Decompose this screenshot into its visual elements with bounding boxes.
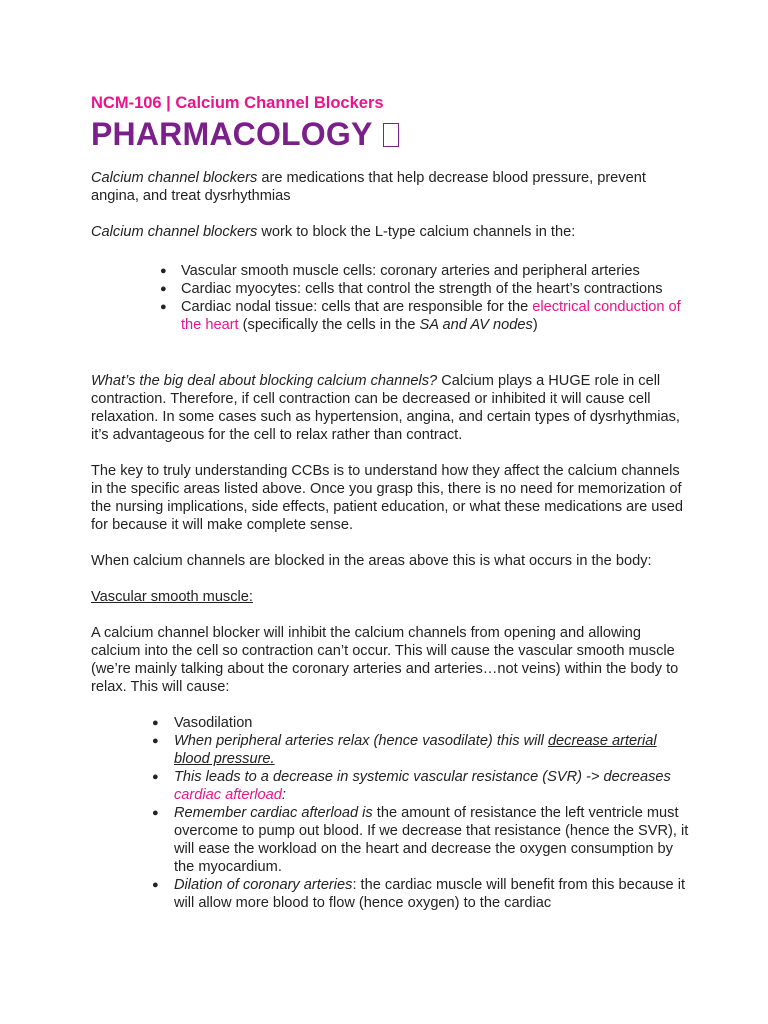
intro-term: Calcium channel blockers <box>91 224 258 240</box>
list-item-text: Vasodilation <box>174 715 253 731</box>
list-item-underlined: decrease arterial blood pressure. <box>174 733 657 767</box>
bullet-icon: ● <box>152 771 159 783</box>
intro-text: are medications that help decrease blood pressure, prevent angina, and treat dysrhythmias <box>91 170 646 204</box>
bullet-icon: ● <box>152 735 159 747</box>
list-item-em: When peripheral arteries relax (hence vasodilate) this will <box>174 733 548 749</box>
list-item <box>152 732 692 768</box>
list-item-em: Remember cardiac afterload is <box>174 805 373 821</box>
intro-paragraph-2 <box>91 223 692 241</box>
bullet-icon: ● <box>160 301 167 313</box>
list-item <box>160 298 692 334</box>
list-item <box>152 768 692 804</box>
effects-list <box>152 714 692 912</box>
list-item-em: : <box>281 787 286 803</box>
ccb-paragraph: A calcium channel blocker will inhibit the calcium channels from opening and allowing calcium into the cell so contraction can’t occur. This will cause the vascular smooth muscle (we’re mainly talking about the coronary arteries and arteries…not veins) within the body to relax. This will cause: <box>91 625 679 695</box>
blocked-paragraph: When calcium channels are blocked in the areas above this is what occurs in the body: <box>91 553 652 569</box>
answer-text: Calcium plays a HUGE role in cell contraction. Therefore, if cell contraction can be decreased or inhibited it will cause cell relaxation. In some cases such as hypertension, angina, and certain types of dysrhythmias, it’s advantageous for the cell to relax rather than contract. <box>91 373 680 443</box>
list-item-text: ) <box>532 317 538 333</box>
list-item <box>152 804 692 876</box>
missing-glyph-icon <box>383 123 399 147</box>
list-item-text: Vascular smooth muscle cells: coronary arteries and peripheral arteries <box>181 263 640 279</box>
bullet-icon: ● <box>152 717 159 729</box>
electrical-conduction-link[interactable]: electrical conduction of the heart <box>181 299 681 333</box>
bullet-icon: ● <box>152 879 159 891</box>
calcium-question-paragraph <box>91 372 692 444</box>
intro-term: Calcium channel blockers <box>91 170 258 186</box>
question-text: What’s the big deal about blocking calcium channels? <box>91 373 438 389</box>
key-paragraph: The key to truly understanding CCBs is to understand how they affect the calcium channels in the specific areas listed above. Once you grasp this, there is no need for memorization of the nursing implications, side effects, patient education, or what these medications are used for because it will make complete sense. <box>91 463 683 533</box>
list-item-text: Cardiac myocytes: cells that control the strength of the heart’s contractions <box>181 281 663 297</box>
document-title <box>91 115 692 153</box>
channel-locations-list <box>160 262 692 334</box>
vascular-smooth-muscle-heading: Vascular smooth muscle: <box>91 589 253 605</box>
intro-paragraph-1 <box>91 169 692 205</box>
list-item <box>160 262 692 280</box>
title-text: PHARMACOLOGY <box>91 116 373 152</box>
list-item-em: Dilation of coronary arteries <box>174 877 353 893</box>
intro-text: work to block the L-type calcium channels in the: <box>257 224 576 240</box>
list-item-em: SA and AV nodes <box>419 317 533 333</box>
list-item <box>152 876 692 912</box>
list-item <box>152 714 692 732</box>
list-item-text: (specifically the cells in the <box>238 317 420 333</box>
list-item-text: the amount of resistance the left ventricle must overcome to pump out blood. If we decrease that resistance (hence the SVR), it will ease the workload on the heart and decrease the oxygen consumption by the myocardium. <box>174 805 689 875</box>
list-item-text: : the cardiac muscle will benefit from this because it will allow more blood to flow (hence oxygen) to the cardiac <box>174 877 686 911</box>
list-item-text: Cardiac nodal tissue: cells that are responsible for the <box>181 299 533 315</box>
cardiac-afterload-link[interactable]: cardiac afterload <box>174 787 282 803</box>
bullet-icon: ● <box>160 283 167 295</box>
list-item <box>160 280 692 298</box>
list-item-em: This leads to a decrease in systemic vascular resistance (SVR) -> decreases <box>174 769 671 785</box>
bullet-icon: ● <box>152 807 159 819</box>
document-subtitle: NCM-106 | Calcium Channel Blockers <box>91 94 384 112</box>
bullet-icon: ● <box>160 265 167 277</box>
